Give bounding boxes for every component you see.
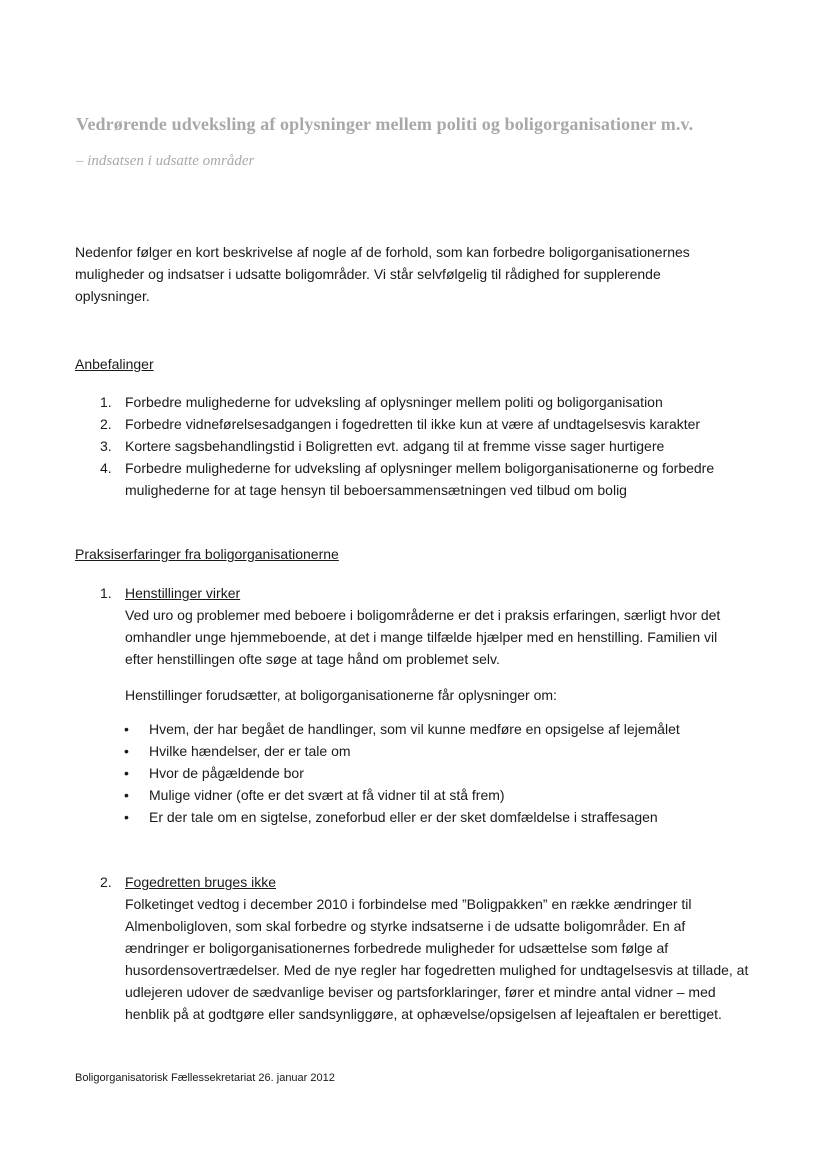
bullet-text: Hvilke hændelser, der er tale om bbox=[149, 743, 351, 759]
list-item-number: 4. bbox=[100, 460, 112, 476]
experience-item-lead: Henstillinger forudsætter, at boligorganisationerne får oplysninger om: bbox=[125, 687, 557, 703]
experience-item-body: Folketinget vedtog i december 2010 i forbindelse med ”Boligpakken” en række ændringer til Almenboligloven, som skal forbedre og styrke indsatserne i de udsatte boligområder. En af ændringer er boligorganisationernes forbedrede muligheder for udsættelse som følge af husordensovertrædelser. Med de nye regler har fogedretten mulighed for undtagelsesvis at tillade, at udlejeren udover de sædvanlige beviser og partsforklaringer, fører et mindre antal vidner – med henblik på at godtgøre eller sandsynliggøre, at ophævelse/opsigelsen af lejeaftalen er berettiget. bbox=[125, 896, 749, 1022]
list-item-number: 3. bbox=[100, 438, 112, 454]
bullet-text: Mulige vidner (ofte er det svært at få vidner til at stå frem) bbox=[149, 787, 505, 803]
list-item-number: 1. bbox=[100, 585, 112, 601]
recommendations-heading: Anbefalinger bbox=[75, 356, 154, 372]
list-item-number: 2. bbox=[100, 416, 112, 432]
experience-heading: Praksiserfaringer fra boligorganisationerne bbox=[75, 546, 339, 562]
page-footer: Boligorganisatorisk Fællessekretariat 26. januar 2012 bbox=[75, 1072, 335, 1084]
bullet-text: Hvor de pågældende bor bbox=[149, 765, 304, 781]
experience-item-title: Henstillinger virker bbox=[125, 585, 241, 601]
bullet-glyph: • bbox=[124, 721, 129, 737]
list-item-number: 1. bbox=[100, 394, 112, 410]
bullet-text: Hvem, der har begået de handlinger, som vil kunne medføre en opsigelse af lejemålet bbox=[149, 721, 680, 737]
experience-item-body: Ved uro og problemer med beboere i boligområderne er det i praksis erfaringen, særligt hvor det omhandler unge hjemmeboende, at det i mange tilfælde hjælper med en henstilling. Familien vil efter henstillingen ofte søge at tage hånd om problemet selv. bbox=[125, 607, 721, 667]
list-item-text: Forbedre vidneførelsesadgangen i fogedretten til ikke kun at være af undtagelsesvis karakter bbox=[125, 416, 701, 432]
intro-paragraph: Nedenfor følger en kort beskrivelse af nogle af de forhold, som kan forbedre boligorganisationernes muligheder og indsatser i udsatte boligområder. Vi står selvfølgelig til rådighed for supplerende oplysninger. bbox=[75, 244, 690, 304]
bullet-glyph: • bbox=[124, 787, 129, 803]
document-subtitle: – indsatsen i udsatte områder bbox=[76, 153, 255, 169]
bullet-glyph: • bbox=[124, 743, 129, 759]
list-item-text: Forbedre mulighederne for udveksling af oplysninger mellem boligorganisationerne og forbedre mulighederne for at tage hensyn til beboersammensætningen ved tilbud om bolig bbox=[125, 460, 715, 498]
bullet-glyph: • bbox=[124, 809, 129, 825]
document-title: Vedrørende udveksling af oplysninger mellem politi og boligorganisationer m.v. bbox=[76, 114, 694, 134]
experience-item-title: Fogedretten bruges ikke bbox=[125, 874, 276, 890]
bullet-text: Er der tale om en sigtelse, zoneforbud eller er der sket domfældelse i straffesagen bbox=[149, 809, 658, 825]
list-item-text: Forbedre mulighederne for udveksling af oplysninger mellem politi og boligorganisation bbox=[125, 394, 663, 410]
list-item-text: Kortere sagsbehandlingstid i Boligretten evt. adgang til at fremme visse sager hurtigere bbox=[125, 438, 665, 454]
bullet-glyph: • bbox=[124, 765, 129, 781]
list-item-number: 2. bbox=[100, 874, 112, 890]
